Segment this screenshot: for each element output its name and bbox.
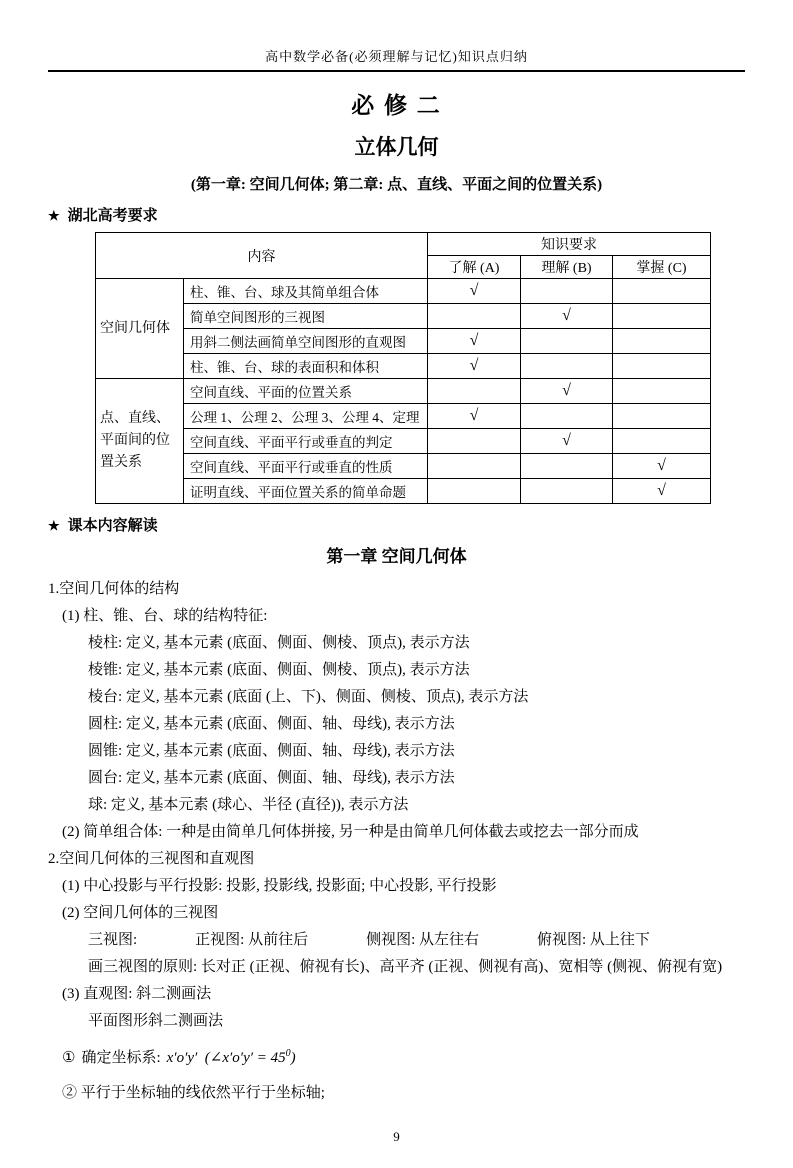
check-cell-c bbox=[613, 279, 711, 304]
body-line: 棱锥: 定义, 基本元素 (底面、侧面、侧棱、顶点), 表示方法 bbox=[88, 662, 470, 678]
check-cell-b bbox=[521, 479, 613, 504]
top-view-text: 俯视图: 从上往下 bbox=[537, 932, 650, 948]
page-number: 9 bbox=[393, 1129, 400, 1144]
coordinate-system-line bbox=[48, 1040, 745, 1072]
table-row bbox=[96, 454, 711, 479]
body-line: 画三视图的原则: 长对正 (正视、俯视有长)、高平齐 (正视、侧视有高)、宽相等 (侧视、俯视有宽) bbox=[88, 959, 723, 975]
star-icon: ★ bbox=[48, 518, 60, 533]
row-content: 证明直线、平面位置关系的简单命题 bbox=[184, 479, 428, 504]
body-line: (3) 直观图: 斜二测画法 bbox=[62, 986, 212, 1002]
body-line: (1) 柱、锥、台、球的结构特征: bbox=[62, 608, 268, 624]
three-views-line bbox=[48, 927, 745, 954]
column-header-knowledge: 知识要求 bbox=[428, 233, 711, 256]
column-header-level-c: 掌握 (C) bbox=[613, 256, 711, 279]
section-heading-content-interpretation bbox=[48, 514, 745, 535]
body-line: 1.空间几何体的结构 bbox=[48, 581, 180, 597]
check-cell-b bbox=[521, 329, 613, 354]
row-content: 用斜二侧法画简单空间图形的直观图 bbox=[184, 329, 428, 354]
three-views-label: 三视图: bbox=[88, 932, 138, 948]
check-cell-c bbox=[613, 404, 711, 429]
row-content: 简单空间图形的三视图 bbox=[184, 304, 428, 329]
check-cell-b bbox=[521, 404, 613, 429]
body-line: 圆台: 定义, 基本元素 (底面、侧面、轴、母线), 表示方法 bbox=[88, 770, 455, 786]
table-row bbox=[96, 279, 711, 304]
check-cell-b bbox=[521, 454, 613, 479]
body-line: 平面图形斜二测画法 bbox=[88, 1013, 224, 1029]
table-row bbox=[96, 379, 711, 404]
body-line: 棱台: 定义, 基本元素 (底面 (上、下)、侧面、侧棱、顶点), 表示方法 bbox=[88, 689, 529, 705]
body-line: 2.空间几何体的三视图和直观图 bbox=[48, 851, 255, 867]
check-cell-a bbox=[428, 429, 521, 454]
formula-angle: (∠x′o′y′ = $45^0$) bbox=[204, 1048, 296, 1066]
table-row bbox=[96, 304, 711, 329]
table-row bbox=[96, 329, 711, 354]
check-cell-c bbox=[613, 429, 711, 454]
row-content: 公理 1、公理 2、公理 3、公理 4、定理 bbox=[184, 404, 428, 429]
body-line: (1) 中心投影与平行投影: 投影, 投影线, 投影面; 中心投影, 平行投影 bbox=[62, 878, 497, 894]
coord-label: 确定坐标系: bbox=[81, 1050, 161, 1066]
row-content: 空间直线、平面平行或垂直的性质 bbox=[184, 454, 428, 479]
check-cell-b: √ bbox=[521, 429, 613, 454]
header-divider-line bbox=[48, 70, 745, 72]
table-row bbox=[96, 429, 711, 454]
check-cell-c bbox=[613, 304, 711, 329]
check-cell-a bbox=[428, 454, 521, 479]
check-cell-a bbox=[428, 304, 521, 329]
body-line: (2) 空间几何体的三视图 bbox=[62, 905, 219, 921]
check-cell-c: √ bbox=[613, 479, 711, 504]
check-cell-a bbox=[428, 379, 521, 404]
circled-one-marker: ① bbox=[62, 1050, 76, 1066]
check-cell-a bbox=[428, 479, 521, 504]
body-line: 球: 定义, 基本元素 (球心、半径 (直径)), 表示方法 bbox=[88, 797, 409, 813]
check-cell-b: √ bbox=[521, 379, 613, 404]
check-cell-a: √ bbox=[428, 279, 521, 304]
star-icon: ★ bbox=[48, 208, 60, 223]
chapters-note: (第一章: 空间几何体; 第二章: 点、直线、平面之间的位置关系) bbox=[190, 177, 603, 193]
check-cell-a: √ bbox=[428, 329, 521, 354]
title-volume: 必 修 二 bbox=[351, 93, 442, 118]
check-cell-c: √ bbox=[613, 454, 711, 479]
section-heading-exam-requirements bbox=[48, 204, 745, 225]
check-cell-b bbox=[521, 279, 613, 304]
row-content: 柱、锥、台、球的表面积和体积 bbox=[184, 354, 428, 379]
column-header-level-a: 了解 (A) bbox=[428, 256, 521, 279]
section-heading-label: 课本内容解读 bbox=[67, 518, 158, 534]
front-view-text: 正视图: 从前往后 bbox=[195, 932, 309, 948]
table-row bbox=[96, 404, 711, 429]
row-content: 空间直线、平面平行或垂直的判定 bbox=[184, 429, 428, 454]
column-header-level-b: 理解 (B) bbox=[521, 256, 613, 279]
check-cell-c bbox=[613, 329, 711, 354]
check-cell-b: √ bbox=[521, 304, 613, 329]
page-header-title: 高中数学必备(必须理解与记忆)知识点归纳 bbox=[265, 49, 528, 64]
body-line: 圆柱: 定义, 基本元素 (底面、侧面、轴、母线), 表示方法 bbox=[88, 716, 455, 732]
check-cell-a: √ bbox=[428, 404, 521, 429]
section-heading-label: 湖北高考要求 bbox=[67, 208, 158, 224]
chapter1-title: 第一章 空间几何体 bbox=[326, 547, 467, 566]
table-row bbox=[96, 479, 711, 504]
table-row bbox=[96, 354, 711, 379]
body-text bbox=[48, 576, 745, 1107]
check-cell-b bbox=[521, 354, 613, 379]
column-header-content: 内容 bbox=[96, 233, 428, 279]
row-content: 柱、锥、台、球及其简单组合体 bbox=[184, 279, 428, 304]
group-label-solid-geometry: 空间几何体 bbox=[96, 279, 184, 379]
exam-requirements-table bbox=[95, 232, 711, 504]
check-cell-c bbox=[613, 354, 711, 379]
body-line: ② 平行于坐标轴的线依然平行于坐标轴; bbox=[62, 1085, 325, 1101]
title-subject: 立体几何 bbox=[354, 135, 439, 159]
check-cell-a: √ bbox=[428, 354, 521, 379]
table-header-row bbox=[96, 233, 711, 256]
side-view-text: 侧视图: 从左往右 bbox=[366, 932, 480, 948]
row-content: 空间直线、平面的位置关系 bbox=[184, 379, 428, 404]
body-line: 圆锥: 定义, 基本元素 (底面、侧面、轴、母线), 表示方法 bbox=[88, 743, 455, 759]
body-line: 棱柱: 定义, 基本元素 (底面、侧面、侧棱、顶点), 表示方法 bbox=[88, 635, 470, 651]
check-cell-c bbox=[613, 379, 711, 404]
group-label-point-line-plane: 点、直线、平面间的位置关系 bbox=[96, 379, 184, 504]
body-line: (2) 简单组合体: 一种是由简单几何体拼接, 另一种是由简单几何体截去或挖去一部分而成 bbox=[62, 824, 639, 840]
formula-axes: x′o′y′ bbox=[166, 1050, 198, 1066]
document-page bbox=[0, 46, 793, 1145]
